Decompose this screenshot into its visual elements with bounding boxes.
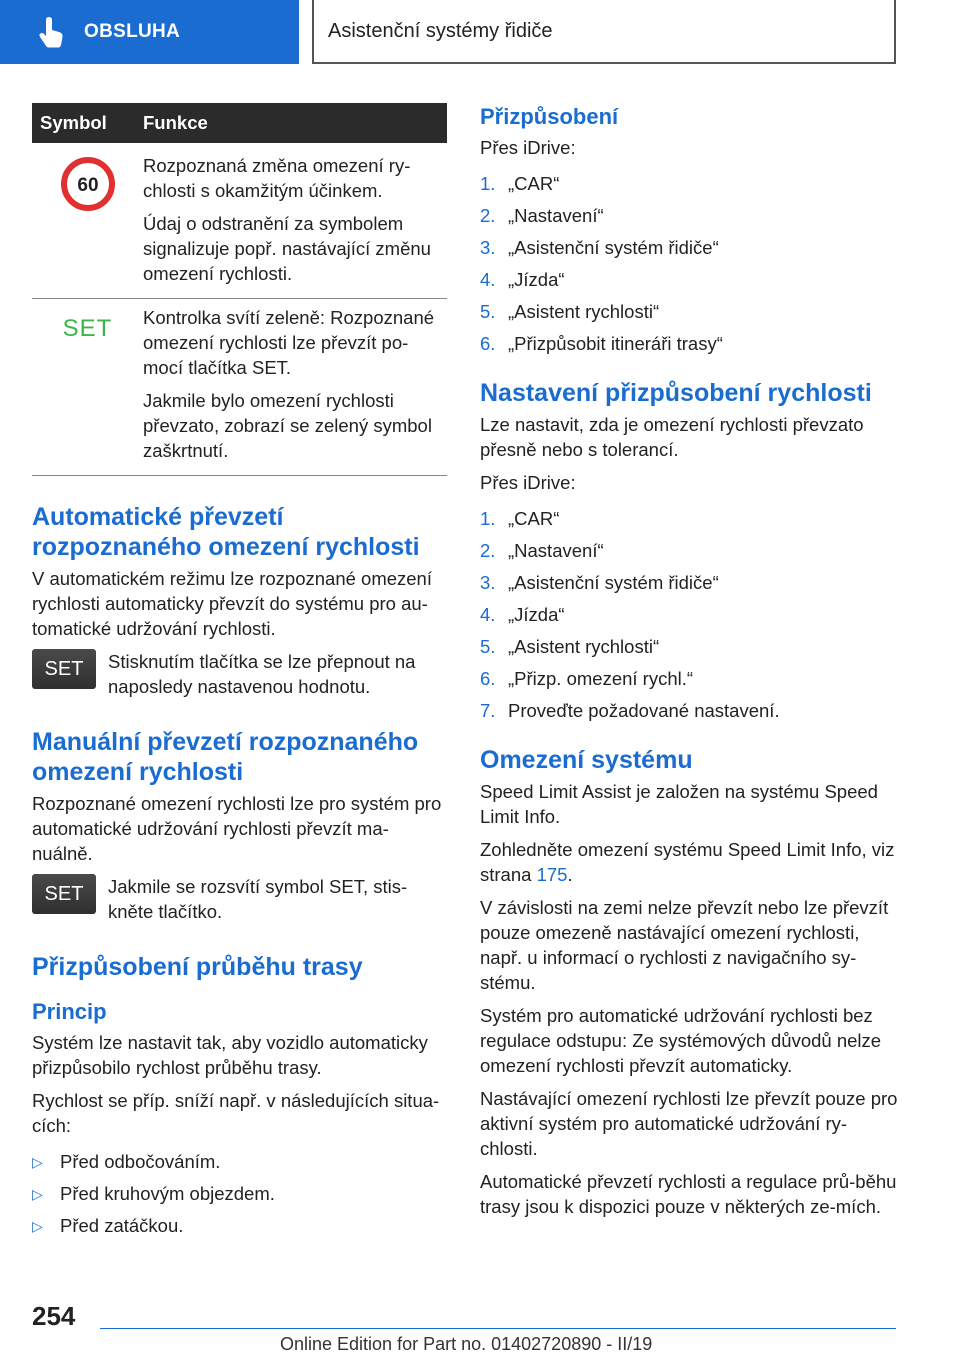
footer-edition: Online Edition for Part no. 01402720890 - II/19	[280, 1334, 653, 1354]
triangle-bullet-icon: ▷	[32, 1154, 43, 1170]
left-column	[32, 103, 447, 1242]
principle-text-2: Rychlost se příp. sníží např. v následujících situa-cích:	[32, 1090, 440, 1136]
principle-heading: Princip	[32, 999, 107, 1024]
row1-text-1: Rozpoznaná změna omezení ry-chlosti s okamžitým účinkem.	[143, 155, 411, 201]
list-item: 6. „Přizpůsobit itineráři trasy“	[480, 333, 723, 354]
footer-divider	[100, 1328, 896, 1329]
auto-takeover-button-text: Stisknutím tlačítka se lze přepnout na naposledy nastavenou hodnotu.	[108, 651, 416, 697]
table-row	[32, 143, 447, 299]
right-column	[480, 103, 898, 1227]
table-header-function: Funkce	[143, 112, 208, 133]
limits-text-6: Automatické převzetí rychlosti a regulace prů-běhu trasy jsou k dispozici pouze v některých ze-mích.	[480, 1171, 897, 1217]
list-item: 2. „Nastavení“	[480, 540, 604, 561]
manual-takeover-text: Rozpoznané omezení rychlosti lze pro systém pro automatické udržování rychlosti převzít ma-nuálně.	[32, 793, 442, 864]
list-item: 7. Proveďte požadované nastavení.	[480, 700, 780, 721]
page-reference-link[interactable]: 175	[536, 864, 568, 885]
table-row	[32, 299, 447, 476]
speed-limit-sign-icon	[61, 157, 115, 211]
list-item: 2. „Nastavení“	[480, 205, 604, 226]
manual-takeover-heading: Manuální převzetí rozpoznaného omezení rychlosti	[32, 728, 419, 786]
speed-setting-heading: Nastavení přizpůsobení rychlosti	[480, 379, 872, 407]
list-item: 4. „Jízda“	[480, 604, 565, 625]
list-item: 6. „Přizp. omezení rychl.“	[480, 668, 694, 689]
symbol-table-header	[32, 103, 447, 143]
triangle-bullet-icon: ▷	[32, 1218, 43, 1234]
limits-text-5: Nastávající omezení rychlosti lze převzít pouze pro aktivní systém pro automatické udržování ry-chlosti.	[480, 1088, 898, 1159]
header-chapter-box	[312, 0, 896, 64]
row2-text-1: Kontrolka svítí zeleně: Rozpoznané omezení rychlosti lze převzít po-mocí tlačítka SET.	[143, 307, 435, 378]
adapt-intro: Přes iDrive:	[480, 137, 576, 158]
limits-text-1: Speed Limit Assist je založen na systému Speed Limit Info.	[480, 781, 878, 827]
system-limits-heading: Omezení systému	[480, 746, 693, 774]
hand-touch-icon	[36, 15, 66, 49]
principle-text-1: Systém lze nastavit tak, aby vozidlo automaticky přizpůsobilo rychlost průběhu trasy.	[32, 1032, 428, 1078]
list-item: 5. „Asistent rychlosti“	[480, 636, 660, 657]
set-button-icon: SET	[32, 874, 96, 914]
set-button-icon: SET	[32, 649, 96, 689]
setting-steps	[480, 503, 898, 727]
set-green-indicator: SET	[62, 315, 113, 342]
auto-takeover-text: V automatickém režimu lze rozpoznané omezení rychlosti automaticky převzít do systému pro au-tomatické udržování rychlosti.	[32, 568, 432, 639]
list-item: 3. „Asistenční systém řidiče“	[480, 572, 719, 593]
manual-takeover-button-text: Jakmile se rozsvítí symbol SET, stis-kněte tlačítko.	[108, 876, 408, 922]
list-item: 1. „CAR“	[480, 173, 560, 194]
list-item: ▷ Před odbočováním.	[32, 1146, 447, 1178]
limits-text-2: Zohledněte omezení systému Speed Limit Info, viz strana 175.	[480, 839, 895, 885]
adapt-heading: Přizpůsobení	[480, 104, 619, 129]
row1-text-2: Údaj o odstranění za symbolem signalizuje popř. nastávající změnu omezení rychlosti.	[143, 213, 431, 284]
table-header-symbol: Symbol	[40, 112, 107, 133]
adapt-steps	[480, 168, 898, 360]
list-item: ▷ Před zatáčkou.	[32, 1210, 447, 1242]
speed-setting-intro: Přes iDrive:	[480, 472, 576, 493]
list-item: 4. „Jízda“	[480, 269, 565, 290]
auto-takeover-heading: Automatické převzetí rozpoznaného omezení rychlosti	[32, 503, 420, 561]
row2-text-2: Jakmile bylo omezení rychlosti převzato, zobrazí se zelený symbol zaškrtnutí.	[143, 390, 432, 461]
triangle-bullet-icon: ▷	[32, 1186, 43, 1202]
list-item: 1. „CAR“	[480, 508, 560, 529]
speed-limit-value: 60	[76, 175, 99, 196]
header-section-label: OBSLUHA	[84, 21, 181, 42]
list-item: 3. „Asistenční systém řidiče“	[480, 237, 719, 258]
route-adapt-heading: Přizpůsobení průběhu trasy	[32, 953, 363, 981]
page-number: 254	[32, 1301, 76, 1331]
limits-text-4: Systém pro automatické udržování rychlosti bez regulace odstupu: Ze systémových důvodů nelze omezení rychlosti převzít automaticky.	[480, 1005, 882, 1076]
situation-list	[32, 1146, 447, 1242]
limits-text-3: V závislosti na zemi nelze převzít nebo lze převzít pouze omezeně nastávající omezení rychlosti, např. u informací o rychlosti z navigačního sy-stému.	[480, 897, 889, 993]
header-section-tab[interactable]	[0, 0, 299, 64]
speed-setting-text: Lze nastavit, zda je omezení rychlosti převzato přesně nebo s tolerancí.	[480, 414, 864, 460]
list-item: 5. „Asistent rychlosti“	[480, 301, 660, 322]
list-item: ▷ Před kruhovým objezdem.	[32, 1178, 447, 1210]
header-chapter-title: Asistenční systémy řidiče	[328, 19, 553, 42]
